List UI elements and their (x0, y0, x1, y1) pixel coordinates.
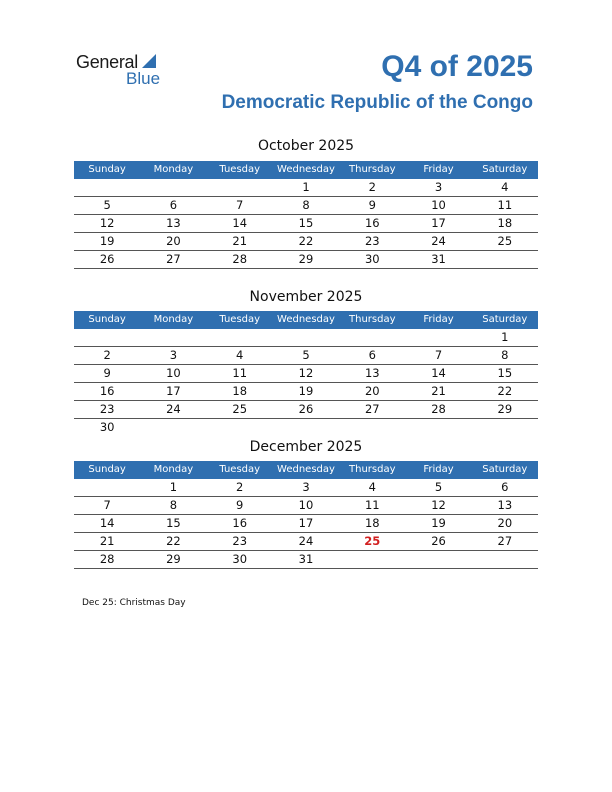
week-row (74, 251, 538, 269)
day-cell: 6 (368, 348, 376, 362)
day-cell: 20 (497, 516, 513, 530)
day-cell: 3 (302, 480, 310, 494)
weekday-label: Tuesday (219, 314, 261, 325)
day-cell: 20 (364, 384, 380, 398)
weekday-label: Sunday (88, 164, 126, 175)
day-cell (405, 551, 471, 568)
holiday-note: Dec 25: Christmas Day (82, 598, 186, 608)
day-cell: 29 (497, 402, 513, 416)
day-cell: 14 (99, 516, 115, 530)
day-cell: 5 (103, 198, 111, 212)
day-cell (207, 419, 273, 436)
quarter-title: Q4 of 2025 (381, 50, 533, 83)
day-cell: 9 (368, 198, 376, 212)
day-cell: 2 (236, 480, 244, 494)
day-cell: 24 (298, 534, 314, 548)
day-cell (207, 179, 273, 196)
day-cell: 30 (232, 552, 248, 566)
day-cell: 4 (368, 480, 376, 494)
logo-text-blue: Blue (126, 69, 161, 88)
day-cell: 12 (99, 216, 115, 230)
day-cell (273, 329, 339, 346)
day-cell: 10 (166, 366, 181, 380)
weekday-header (74, 311, 538, 329)
day-cell: 23 (99, 402, 115, 416)
weekday-label: Monday (153, 314, 194, 325)
day-cell: 25 (232, 402, 248, 416)
weekday-label: Thursday (349, 464, 396, 475)
weekday-label: Monday (153, 164, 194, 175)
day-cell: 28 (99, 552, 115, 566)
weekday-label: Wednesday (277, 164, 335, 175)
week-row (74, 515, 538, 533)
weekday-label: Sunday (88, 314, 126, 325)
day-cell: 29 (298, 252, 314, 266)
day-cell: 11 (232, 366, 248, 380)
day-cell (140, 179, 206, 196)
day-cell: 15 (497, 366, 513, 380)
holiday-day-cell: 25 (364, 534, 381, 548)
day-cell: 20 (166, 234, 181, 248)
week-row (74, 479, 538, 497)
day-cell: 30 (99, 420, 115, 434)
day-cell: 2 (368, 180, 376, 194)
weekday-label: Monday (153, 464, 194, 475)
weekday-label: Tuesday (219, 164, 261, 175)
day-cell: 13 (497, 498, 513, 512)
weekday-header (74, 461, 538, 479)
week-row (74, 551, 538, 569)
day-cell: 24 (431, 234, 446, 248)
logo-triangle-icon (142, 54, 156, 68)
day-cell: 16 (232, 516, 248, 530)
weekday-label: Tuesday (219, 464, 261, 475)
day-cell (140, 419, 206, 436)
day-cell: 4 (236, 348, 244, 362)
day-cell: 27 (497, 534, 513, 548)
day-cell: 7 (434, 348, 443, 362)
day-cell: 26 (99, 252, 115, 266)
day-cell: 3 (169, 348, 178, 362)
day-cell: 2 (103, 348, 111, 362)
day-cell: 14 (431, 366, 446, 380)
day-cell: 8 (169, 498, 178, 512)
day-cell (472, 551, 538, 568)
day-cell: 7 (236, 198, 244, 212)
day-cell: 10 (298, 498, 314, 512)
day-cell: 3 (434, 180, 443, 194)
day-cell: 13 (166, 216, 181, 230)
day-cell: 17 (166, 384, 181, 398)
day-cell: 30 (364, 252, 380, 266)
day-cell: 18 (232, 384, 248, 398)
day-cell: 29 (166, 552, 181, 566)
day-cell: 19 (298, 384, 314, 398)
calendar-october (74, 161, 538, 269)
day-cell: 4 (501, 180, 509, 194)
weekday-label: Thursday (349, 314, 396, 325)
day-cell (472, 251, 538, 268)
day-cell: 27 (166, 252, 181, 266)
day-cell: 15 (298, 216, 314, 230)
day-cell: 25 (497, 234, 513, 248)
day-cell: 9 (236, 498, 244, 512)
day-cell: 22 (166, 534, 181, 548)
day-cell: 23 (364, 234, 380, 248)
day-cell: 19 (99, 234, 115, 248)
week-row (74, 329, 538, 347)
month-title-december: December 2025 (249, 439, 363, 455)
day-cell: 15 (166, 516, 181, 530)
weekday-label: Sunday (88, 464, 126, 475)
day-cell: 22 (298, 234, 314, 248)
day-cell: 26 (431, 534, 446, 548)
weekday-header (74, 161, 538, 179)
day-cell (339, 329, 405, 346)
day-cell (74, 179, 140, 196)
week-row (74, 365, 538, 383)
day-cell: 31 (298, 552, 314, 566)
week-row (74, 497, 538, 515)
day-cell: 10 (431, 198, 446, 212)
month-title-november: November 2025 (249, 289, 363, 305)
day-cell (339, 551, 405, 568)
day-cell: 24 (166, 402, 181, 416)
day-cell (74, 479, 140, 496)
weekday-label: Saturday (482, 314, 528, 325)
weekday-label: Friday (423, 164, 454, 175)
day-cell (140, 329, 206, 346)
day-cell: 12 (298, 366, 314, 380)
day-cell: 14 (232, 216, 248, 230)
day-cell: 1 (501, 330, 509, 344)
week-row (74, 215, 538, 233)
day-cell: 21 (431, 384, 446, 398)
day-cell: 18 (364, 516, 380, 530)
day-cell: 13 (364, 366, 380, 380)
day-cell: 1 (169, 480, 178, 494)
day-cell: 16 (99, 384, 115, 398)
day-cell: 6 (501, 480, 509, 494)
week-row (74, 233, 538, 251)
weekday-label: Friday (423, 464, 454, 475)
day-cell: 11 (497, 198, 513, 212)
day-cell: 28 (232, 252, 248, 266)
day-cell: 17 (298, 516, 314, 530)
day-cell: 19 (431, 516, 446, 530)
weekday-label: Saturday (482, 164, 528, 175)
day-cell: 12 (431, 498, 446, 512)
day-cell: 22 (497, 384, 513, 398)
day-cell (405, 419, 471, 436)
day-cell: 27 (364, 402, 380, 416)
day-cell: 11 (364, 498, 380, 512)
weekday-label: Wednesday (277, 314, 335, 325)
day-cell (273, 419, 339, 436)
day-cell: 16 (364, 216, 380, 230)
week-row (74, 197, 538, 215)
day-cell: 8 (501, 348, 509, 362)
day-cell: 21 (232, 234, 248, 248)
day-cell: 28 (431, 402, 446, 416)
calendar-december (74, 461, 538, 569)
day-cell: 23 (232, 534, 248, 548)
day-cell: 1 (302, 180, 310, 194)
week-row (74, 347, 538, 365)
day-cell: 5 (302, 348, 310, 362)
day-cell: 26 (298, 402, 314, 416)
week-row (74, 419, 538, 436)
day-cell: 9 (103, 366, 111, 380)
day-cell (207, 329, 273, 346)
weekday-label: Thursday (349, 164, 396, 175)
day-cell: 17 (431, 216, 446, 230)
week-row (74, 383, 538, 401)
day-cell: 5 (434, 480, 443, 494)
day-cell (339, 419, 405, 436)
day-cell: 18 (497, 216, 513, 230)
day-cell: 21 (99, 534, 115, 548)
week-row (74, 401, 538, 419)
calendar-november (74, 311, 538, 436)
weekday-label: Friday (423, 314, 454, 325)
day-cell: 31 (431, 252, 446, 266)
weekday-label: Wednesday (277, 464, 335, 475)
week-row (74, 179, 538, 197)
day-cell: 8 (302, 198, 310, 212)
day-cell (74, 329, 140, 346)
week-row (74, 533, 538, 551)
country-title: Democratic Republic of the Congo (221, 92, 533, 113)
weekday-label: Saturday (482, 464, 528, 475)
day-cell: 7 (103, 498, 111, 512)
logo (76, 52, 176, 92)
month-title-october: October 2025 (257, 138, 355, 154)
day-cell (472, 419, 538, 436)
day-cell (405, 329, 471, 346)
logo-text-general: General (76, 52, 138, 72)
day-cell: 6 (169, 198, 178, 212)
